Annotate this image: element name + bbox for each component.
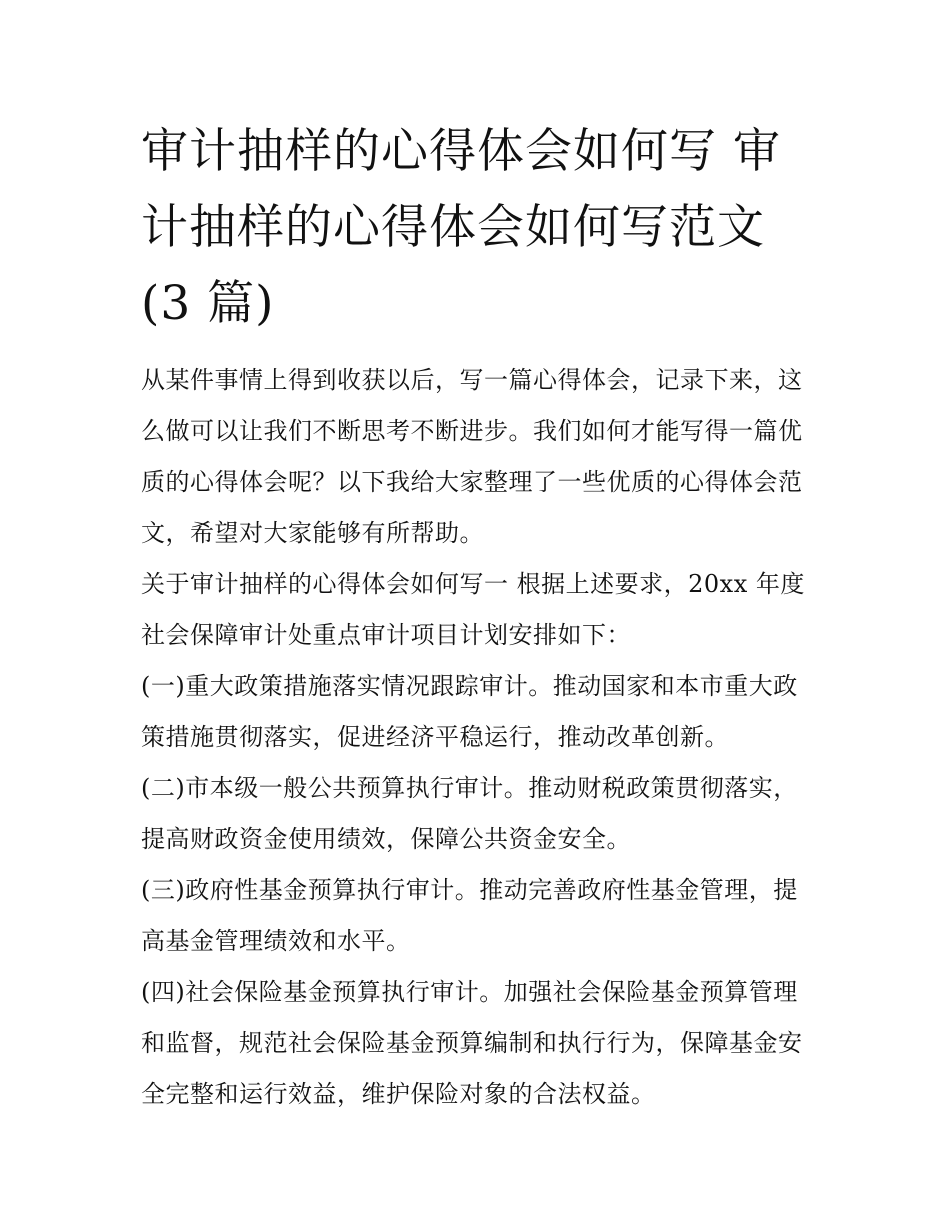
paragraph-item-2: (二)市本级一般公共预算执行审计。推动财税政策贯彻落实，提高财政资金使用绩效，保障公共资金安全。 bbox=[141, 774, 798, 853]
paragraph-item-1: (一)重大政策措施落实情况跟踪审计。推动国家和本市重大政策措施贯彻落实，促进经济平稳运行，推动改革创新。 bbox=[141, 672, 798, 751]
document-title: 审计抽样的心得体会如何写 审 计抽样的心得体会如何写范文 (3 篇) bbox=[141, 124, 781, 331]
document-body bbox=[141, 355, 817, 1120]
paragraph-plan-intro: 关于审计抽样的心得体会如何写一 根据上述要求，20xx 年度社会保障审计处重点审计项目计划安排如下： bbox=[141, 570, 805, 649]
paragraph-item-3: (三)政府性基金预算执行审计。推动完善政府性基金管理，提高基金管理绩效和水平。 bbox=[141, 876, 798, 955]
paragraph-intro: 从某件事情上得到收获以后，写一篇心得体会，记录下来，这么做可以让我们不断思考不断进步。我们如何才能写得一篇优质的心得体会呢？以下我给大家整理了一些优质的心得体会范文，希望对大家能够有所帮助。 bbox=[141, 366, 803, 547]
paragraph-item-4: (四)社会保险基金预算执行审计。加强社会保险基金预算管理和监督，规范社会保险基金预算编制和执行行为，保障基金安全完整和运行效益，维护保险对象的合法权益。 bbox=[141, 978, 803, 1108]
